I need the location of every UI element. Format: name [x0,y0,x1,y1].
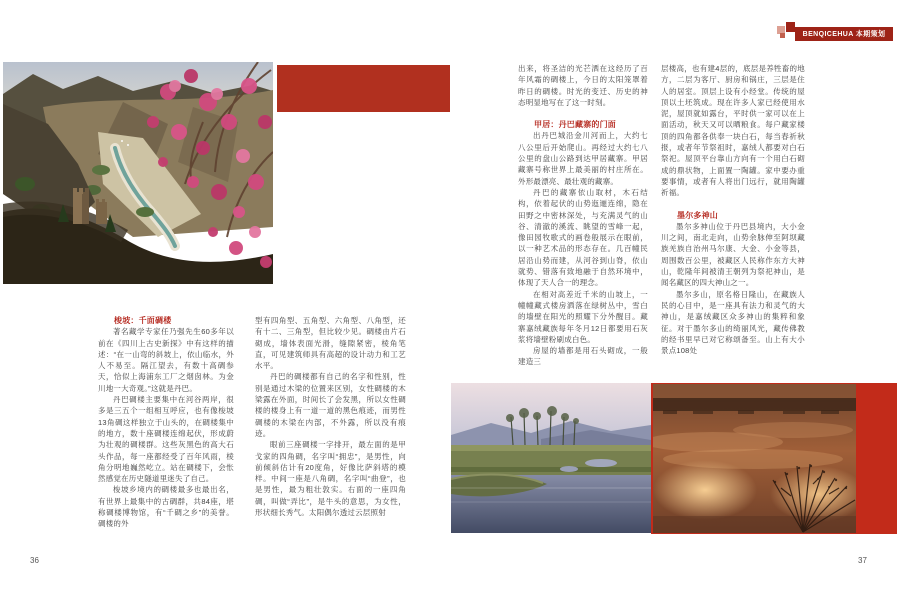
left-page-column-1 [98,315,234,530]
page-number-left: 36 [30,556,39,565]
paragraph: 出丹巴城沿金川河而上，大约七八公里后开始爬山。再经过大约七八公里的盘山公路到达甲居藏寨。甲居藏寨号称世界上最美丽的村庄所在。外形最漂亮、最壮观的藏寨。 [518,131,648,186]
paragraph: 梭坡乡境内的碉楼最多也最出名，有世界上最集中的古碉群，共84座，堪称碉楼博物馆，有“千碉之乡”的美誉。碉楼的外 [98,485,234,529]
banner-square-mid [780,33,785,38]
heading-moerduo-mountain: 墨尔多神山 [677,210,718,220]
paragraph: 墨尔多山，原名格日隆山，在藏族人民的心目中，是一座具有法力和灵气的大神山，是嘉绒藏区众多神山的集粹和象征。对于墨尔多山的绮丽风光，藏传佛教的经书里早已对它称颂备至。山上有大小景点108处 [661,289,805,356]
paragraph: 墨尔多神山位于丹巴县境内，大小金川之间，南北走向，山势余脉伸至阿坝藏族羌族自治州马尔康、大金、小金等县，周围数百公里，被藏区人民称作东方大神山，乾隆年间被清王朝列为祭祀神山，是闻名藏区的四大神山之一。 [661,221,805,288]
right-page-column-1 [518,63,648,368]
photo-wetland-dusk [451,383,651,533]
paragraph: 房屋的墙都是用石头砌成，一般建造三 [518,346,648,367]
paragraph: 层楼高，也有建4层的，底层是养牲畜的地方，二层为客厅、厨房和锅庄，三层是住人的居室。顶层上设有小经堂。传统的屋顶以土坯筑成。现在许多人家已经使用水泥，屋顶就如露台，平时供一家可以在上面活动，秋天又可以晒粮食。每户藏家楼顶的四角都各供奉一块白石，每当春祈秋报，或者年节祭祖时，嘉绒人都要对白石祭祀。屋顶平台靠山方向有一个用白石砌成的鼎状物，上面置一陶罐。家中要办重要事情，或者有人将出门远行，就用陶罐祈福。 [661,64,805,198]
banner-square-dark [786,22,795,32]
heading-suopo-towers: 梭坡：千面碉楼 [114,316,172,325]
page-number-right: 37 [858,556,867,565]
photo-golden-mist-lake [653,384,856,533]
paragraph: 著名藏学专家任乃强先生60多年以前在《四川上古史新探》中有这样的描述：“在一山弯的斜坡上，依山临水，外人不易至。隔江望去，有数十高碉参天，恰似上海浦东工厂之烟囱林。为金川地一大奇观。”这就是丹巴。 [98,327,234,393]
right-page-column-2 [661,63,805,356]
paragraph: 出来，将圣洁的光芒洒在这经历了百年风霜的碉楼上，今日的太阳笼罩着昨日的碉楼。时光的变迁、历史的神态明显地写在了这一时刻。 [518,64,648,107]
paragraph: 丹巴的藏寨依山取材，木石结构，依着起伏的山势迤逦连绵，隐在田野之中密林深处，与充满灵气的山谷、清澈的溪流、眺望的雪峰一起，像田园牧歌式的画卷般展示在眼前，以一种艺术品的形态存在。几百幢民居沿山势而建，从河谷到山脊，依山就势、错落有致地融于自然环境中，体现了天人合一的理念。 [518,187,648,288]
paragraph: 丹巴的碉楼都有自己的名字和性别，性别是通过木梁的位置来区别，女性碉楼的木梁露在外面，时间长了会发黑，所以女性碉楼的楼身上有一道一道的黑色痕迹，而男性碉楼的木梁在内部，不外露，所以没有痕迹。 [255,372,406,438]
red-accent-block [277,65,450,112]
heading-jiaju-village: 甲居：丹巴藏寨的门面 [534,120,616,130]
paragraph: 眼前三座碉楼一字排开，最左面的是甲戈家的四角碉，名字叫“拥忠”，是男性，向前倾斜估计有20度角，好像比萨斜塔的模样。中间一座是八角碉，名字叫“曲登”，也是男性，最为粗壮敦实。右面的一座四角碉，叫做“弄比”，是牛头的意思，为女性，形状细长秀气。太阳偶尔透过云层照射 [255,440,406,518]
paragraph: 丹巴碉楼主要集中在河谷两岸，很多是三五个一组相互呼应，也有像梭坡13角碉这样独立于山头的，在碉楼集中的地方，数十座碉楼连绵起伏，形成蔚为壮观的碉楼群。这些灰黑色的高大石头作品，每一座都经受了百年风雨，棱角分明地巍然屹立。站在碉楼下，会怅然感觉在历史隧道里迷失了自己。 [98,395,234,484]
left-page-column-2 [255,315,406,518]
paragraph: 在相对高差近千米的山坡上，一幢幢藏式楼房洒落在绿树丛中，雪白的墙壁在阳光的照耀下分外醒目。藏寨嘉绒藏族每年冬月12日都要用石灰浆将墙壁粉刷成白色。 [518,289,648,344]
section-banner: BENQICEHUA 本期策划 [795,27,893,41]
paragraph: 型有四角型、五角型、六角型、八角型，还有十二、三角型，但比较少见。碉楼由片石砌成，墙体表面光滑，缝隙紧密，棱角笔直，可见建筑师具有高超的设计动力和工艺水平。 [255,316,406,371]
photo-valley-blossoms [3,62,273,284]
